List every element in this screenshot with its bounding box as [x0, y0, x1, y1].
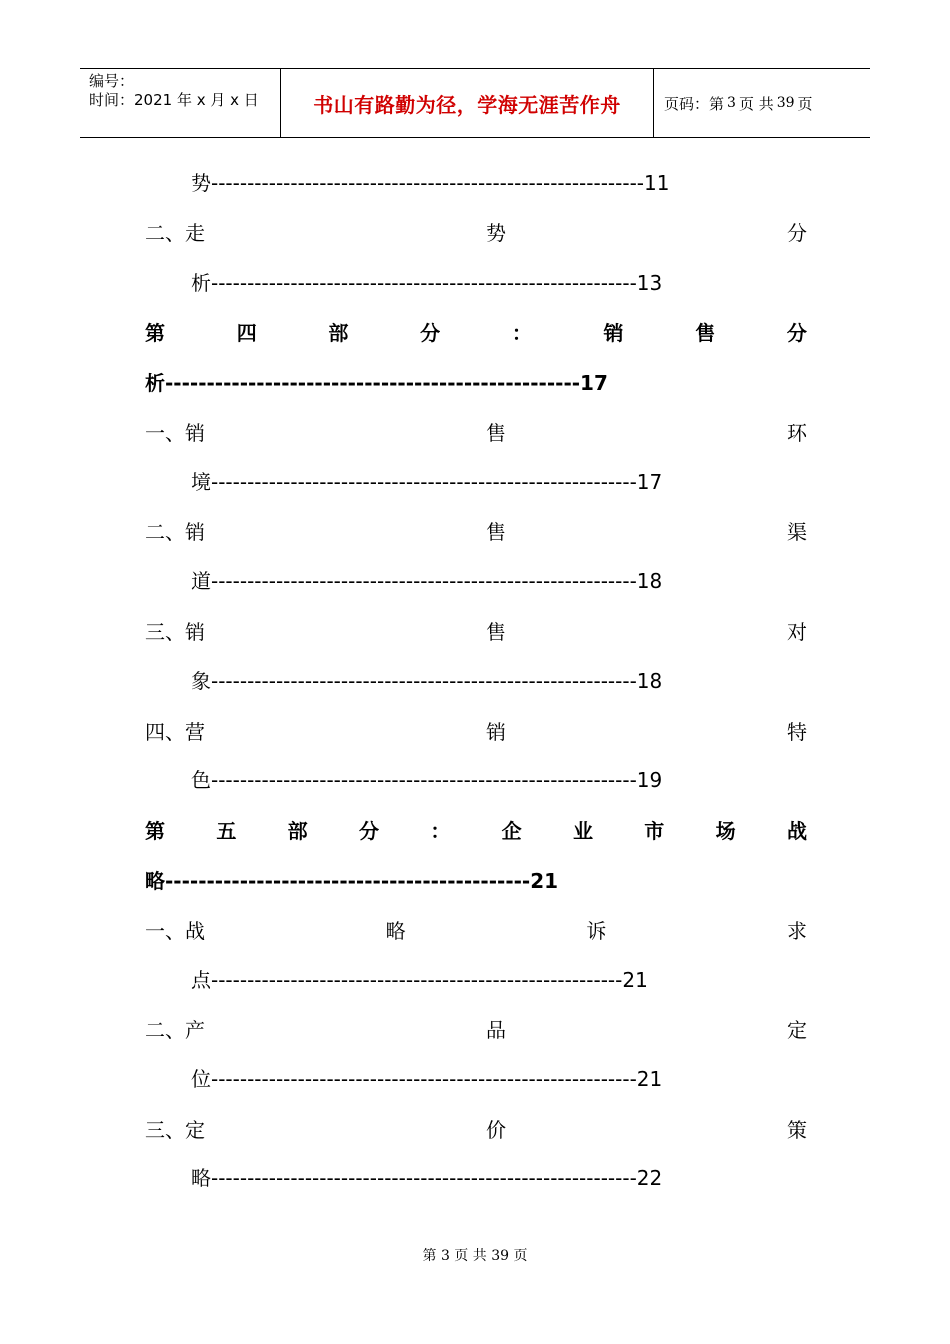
- toc-text: 分: [358, 819, 379, 843]
- toc-text: ：: [511, 321, 532, 345]
- toc-part-heading: [145, 318, 807, 348]
- toc-part-heading: [145, 816, 807, 846]
- toc-text: 求: [786, 919, 807, 943]
- toc-heading: [145, 1015, 807, 1045]
- time-label: 时间：2021 年 x 月 x 日: [89, 91, 259, 109]
- toc-text: 四、营: [145, 720, 205, 744]
- toc-entry: [191, 1163, 807, 1193]
- toc-text: 销: [603, 321, 624, 345]
- toc-text: 略--------------------------------------------21: [145, 869, 559, 893]
- number-label: 编号：: [89, 72, 135, 90]
- toc-text: 二、产: [145, 1018, 205, 1042]
- toc-heading: [145, 418, 807, 448]
- toc-text: 象-----------------------------------------------------------18: [191, 669, 663, 693]
- toc-text: 三、定: [145, 1118, 205, 1142]
- header-meta: [80, 69, 281, 137]
- toc-text: 诉: [586, 919, 607, 943]
- toc-text: 售: [486, 520, 506, 544]
- toc-text: 业: [572, 819, 593, 843]
- page-suffix: 页: [797, 94, 813, 113]
- toc-text: 二、销: [145, 520, 205, 544]
- page-header: [80, 68, 870, 138]
- toc-text: 第: [145, 321, 165, 345]
- toc-text: 战: [786, 819, 807, 843]
- toc-text: 略: [385, 919, 406, 943]
- toc-entry: [191, 965, 807, 995]
- toc-text: 二、走: [145, 221, 205, 245]
- page-mid: 页 共: [738, 94, 774, 113]
- toc-text: 一、战: [145, 919, 205, 943]
- toc-text: 析-----------------------------------------------------------13: [191, 271, 663, 295]
- toc-text: 五: [216, 819, 237, 843]
- toc-text: 道-----------------------------------------------------------18: [191, 569, 663, 593]
- header-page-info: [654, 69, 870, 137]
- toc-entry: [191, 268, 807, 298]
- toc-text: 分: [420, 321, 441, 345]
- toc-text: 对: [787, 620, 807, 644]
- page-footer: 第 3 页 共 39 页: [422, 1248, 528, 1264]
- toc-entry: [191, 467, 807, 497]
- toc-heading: [145, 916, 807, 946]
- toc-text: 分: [787, 221, 807, 245]
- toc-text: 点---------------------------------------------------------21: [191, 968, 648, 992]
- toc-entry: [191, 566, 807, 596]
- page-total: 39: [776, 95, 795, 111]
- toc-text: 色-----------------------------------------------------------19: [191, 768, 663, 792]
- toc-text: 析--------------------------------------------------17: [145, 371, 608, 395]
- toc-heading: [145, 218, 807, 248]
- toc-text: 售: [486, 421, 506, 445]
- toc-text: 策: [787, 1118, 807, 1142]
- toc-text: 价: [486, 1118, 506, 1142]
- header-motto: 书山有路勤为径，学海无涯苦作舟: [281, 69, 654, 137]
- toc-text: 售: [695, 321, 716, 345]
- toc-entry: [191, 765, 807, 795]
- toc-text: 定: [787, 1018, 807, 1042]
- toc-text: 势------------------------------------------------------------11: [191, 171, 670, 195]
- toc-heading: [145, 517, 807, 547]
- toc-text: 特: [787, 720, 807, 744]
- toc-heading: [145, 1115, 807, 1145]
- toc-entry: [191, 168, 807, 198]
- toc-text: 一、销: [145, 421, 205, 445]
- toc-entry: [145, 866, 807, 896]
- toc-text: 场: [715, 819, 736, 843]
- toc-text: 部: [287, 819, 308, 843]
- toc-entry: [191, 1064, 807, 1094]
- page-current: 3: [727, 95, 736, 111]
- toc-text: 三、销: [145, 620, 205, 644]
- toc-entry: [145, 368, 807, 398]
- toc-entry: [191, 666, 807, 696]
- toc-text: ：: [430, 819, 451, 843]
- toc-text: 四: [236, 321, 257, 345]
- toc-text: 境-----------------------------------------------------------17: [191, 470, 663, 494]
- toc-text: 略-----------------------------------------------------------22: [191, 1166, 663, 1190]
- toc-text: 售: [486, 620, 506, 644]
- toc-text: 分: [786, 321, 807, 345]
- toc-text: 第: [145, 819, 165, 843]
- toc-heading: [145, 717, 807, 747]
- toc-text: 环: [787, 421, 807, 445]
- toc-text: 部: [328, 321, 349, 345]
- toc-text: 市: [644, 819, 665, 843]
- toc-text: 渠: [787, 520, 807, 544]
- page-prefix: 页码：第: [664, 94, 725, 113]
- toc-text: 销: [486, 720, 506, 744]
- toc-text: 企: [501, 819, 522, 843]
- toc-text: 势: [486, 221, 506, 245]
- toc-heading: [145, 617, 807, 647]
- toc-text: 位-----------------------------------------------------------21: [191, 1067, 663, 1091]
- toc-text: 品: [486, 1018, 506, 1042]
